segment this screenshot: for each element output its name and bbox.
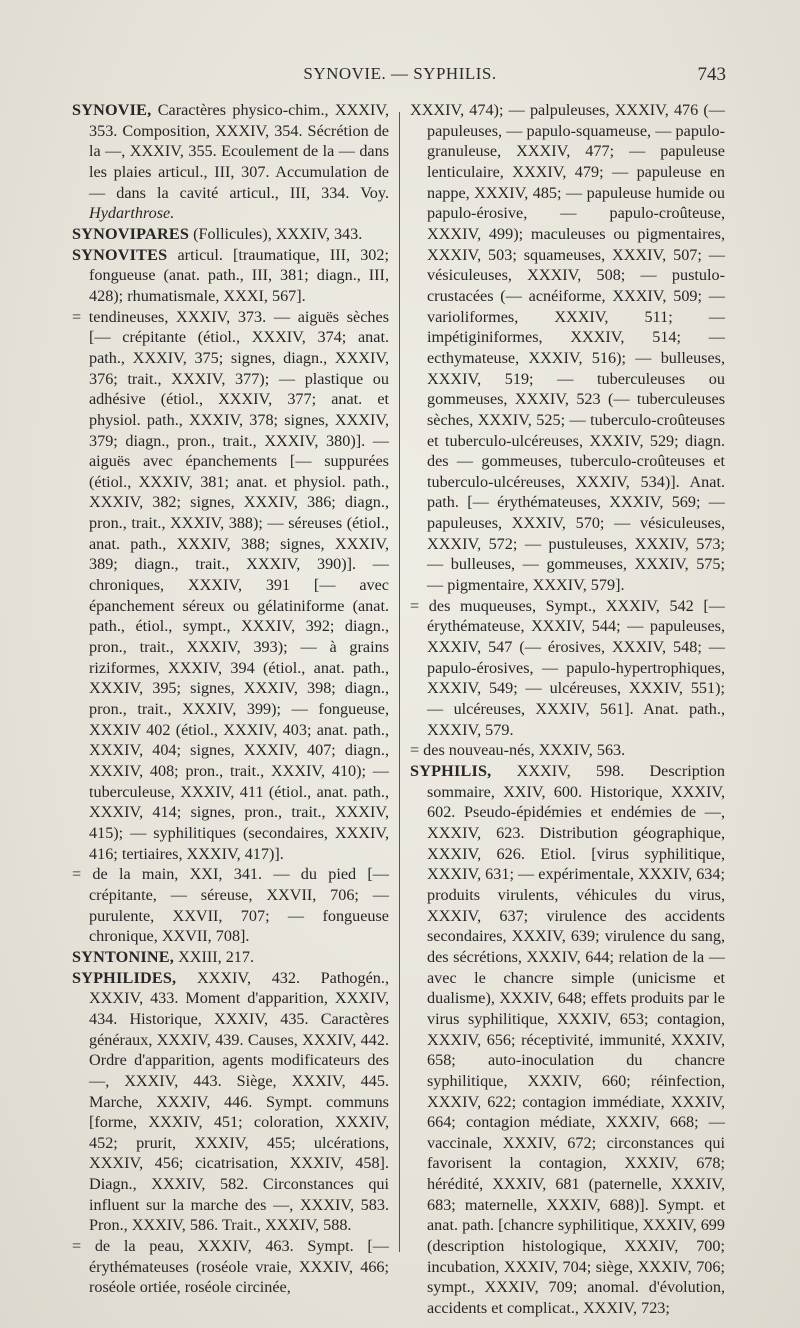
column-divider — [399, 112, 400, 1252]
entry-text: = tendineuses, XXXIV, 373. — aiguës sèches [— crépitante (étiol., XXXIV, 374; anat. path., XXXIV, 375; signes, diagn., XXXIV, 376; trait., XXXIV, 377); — plastique ou adhésive (étiol., XXXIV, 377; anat. et physiol. path., XXXIV, 378; signes, XXXIV, 379; diagn., pron., trait., XXXIV, 380)]. — aiguës avec épanchements [— suppurées (étiol., XXXIV, 381; anat. et physiol. path., XXXIV, 382; signes, XXXIV, 386; diagn., pron., trait., XXXIV, 388); — séreuses (étiol., anat. path., XXXIV, 388; signes, XXXIV, 389; diagn., trait., XXXIV, 390)]. — chroniques, XXXIV, 391 [— avec épanchement séreux ou gélatiniforme (anat. path., étiol., sympt., XXXIV, 392; diagn., pron., trait., XXXIV, 393); — à grains riziformes, XXXIV, 394 (étiol., anat. path., XXXIV, 395; signes, XXXIV, 398; diagn., pron., trait., XXXIV, 399); — fongueuse, XXXIV 402 (étiol., XXXIV, 403; anat. path., XXXIV, 404; signes, XXXIV, 407; diagn., XXXIV, 408; pron., trait., XXXIV, 410); — tuberculeuse, XXXIV, 411 (étiol., anat. path., XXXIV, 414; signes, pron., trait., XXXIV, 415); — syphilitiques (secondaires, XXXIV, 416; tertiaires, XXXIV, 417)]. — [72, 307, 389, 863]
entry-text: XXXIV, 432. Pathogén., XXXIV, 433. Moment d'apparition, XXXIV, 434. Historique, XXXIV, 435. Caractères généraux, XXXIV, 439. Causes, XXXIV, 442. Ordre d'apparition, agents modificateurs des —, XXXIV, 443. Siège, XXXIV, 445. Marche, XXXIV, 446. Sympt. communs [forme, XXXIV, 451; coloration, XXXIV, 452; prurit, XXXIV, 455; ulcérations, XXXIV, 456; cicatrisation, XXXIV, 458]. Diagn., XXXIV, 582. Circonstances qui influent sur la marche des —, XXXIV, 583. Pron., XXXIV, 586. Trait., XXXIV, 588. — [89, 968, 389, 1235]
entry-text: = des muqueuses, Sympt., XXXIV, 542 [— érythémateuse, XXXIV, 544; — papuleuses, XXXIV, 547 (— érosives, XXXIV, 548; — papulo-érosives, — papulo-hypertrophiques, XXXIV, 549; — ulcéreuses, XXXIV, 551); — ulcéreuses, XXXIV, 561]. Anat. path., XXXIV, 579. — [410, 596, 725, 739]
running-head: SYNOVIE. — SYPHILIS. — [303, 64, 497, 83]
page-header — [60, 62, 740, 90]
right-column — [410, 100, 725, 1319]
entry-synovites-tendineuses — [72, 307, 389, 865]
entry-synovie — [72, 100, 389, 224]
entry-synovites-main — [72, 864, 389, 947]
page-number: 743 — [697, 64, 726, 85]
entry-text: Caractères physico-chim., XXXIV, 353. Composition, XXXIV, 354. Sécrétion de la —, XXXIV, 355. Ecoulement de la — dans les plaies articul., III, 307. Accumulation de — dans la cavité articul., III, 334. Voy. — [89, 101, 389, 202]
headword: SYNTONINE, — [72, 947, 175, 966]
headword: SYPHILIDES, — [72, 968, 177, 987]
entry-syphilides-muqueuses — [410, 596, 725, 741]
entry-syphilides-nouveau-nes — [410, 740, 725, 761]
entry-syphilis — [410, 761, 725, 1319]
entry-text: XXXIV, 474); — palpuleuses, XXXIV, 476 (— papuleuses, — papulo-squameuse, — papulo-granuleuse, XXXIV, 477; — papuleuse lenticulaire, XXXIV, 479; — papuleuse en nappe, XXXIV, 485; — papuleuse humide ou papulo-érosive, — papulo-croûteuse, XXXIV, 499); maculeuses ou pigmentaires, XXXIV, 503; squameuses, XXXIV, 507; — vésiculeuses, XXXIV, 508; — pustulo-crustacées (— acnéiforme, XXXIV, 509; — varioliformes, XXXIV, 511; — impétiginiformes, XXXIV, 514; — ecthymateuse, XXXIV, 516); — bulleuses, XXXIV, 519; — tuberculeuses ou gommeuses, XXXIV, 523 (— tuberculeuses sèches, XXXIV, 525; — tuberculo-croûteuses et tuberculo-ulcéreuses, XXXIV, 529; diagn. des — gommeuses, tuberculo-croûteuses et tuberculo-ulcéreuses, XXXIV, 534)]. Anat. path. [— érythémateuses, XXXIV, 569; — papuleuses, XXXIV, 570; — vésiculeuses, XXXIV, 572; — pustuleuses, XXXIV, 573; — bulleuses, — gommeuses, XXXIV, 575; — pigmentaire, XXXIV, 579]. — [410, 101, 725, 595]
entry-text: XXXIV, 598. Description sommaire, XXIV, 600. Historique, XXXIV, 602. Pseudo-épidémies et endémies de —, XXXIV, 623. Distribution géographique, XXXIV, 626. Etiol. [virus syphilitique, XXXIV, 631; — expérimentale, XXXIV, 634; produits virulents, véhicules du virus, XXXIV, 637; virulence des accidents secondaires, XXXIV, 639; virulence du sang, des sécrétions, XXXIV, 644; relation de la — avec le chancre simple (unicisme et dualisme), XXXIV, 648; effets produits par le virus syphilitique, XXXIV, 653; contagion, XXXIV, 656; réceptivité, immunité, XXXIV, 658; auto-inoculation du chancre syphilitique, XXXIV, 660; réinfection, XXXIV, 622; contagion immédiate, XXXIV, 664; contagion médiate, XXXIV, 668; — vaccinale, XXXIV, 672; circonstances qui favorisent la contagion, XXXIV, 678; hérédité, XXXIV, 681 (paternelle, XXXIV, 683; maternelle, XXXIV, 688)]. Sympt. et anat. path. [chancre syphilitique, XXXIV, 699 (description histologique, XXXIV, 700; incubation, XXXIV, 704; siège, XXXIV, 706; sympt., XXXIV, 709; anomal. d'évolution, accidents et complicat., XXXIV, 723; — [427, 762, 725, 1318]
headword: SYNOVIE, — [72, 101, 152, 119]
entry-syphilides-peau-continued — [410, 100, 725, 596]
entry-crossref: Hydarthrose. — [89, 204, 175, 223]
entry-syntonine — [72, 947, 389, 968]
entry-text: XXIII, 217. — [174, 947, 255, 966]
headword: SYPHILIS, — [410, 762, 492, 780]
headword: SYNOVITES — [72, 245, 168, 264]
entry-syphilides — [72, 968, 389, 1237]
entry-synovites — [72, 245, 389, 307]
entry-synovipares — [72, 224, 389, 245]
entry-text: = de la main, XXI, 341. — du pied [— crépitante, — séreuse, XXVII, 706; — purulente, XXVII, 707; — fongueuse chronique, XXVII, 708]. — [72, 865, 389, 946]
left-column — [72, 100, 389, 1298]
headword: SYNOVIPARES — [72, 224, 190, 243]
entry-text: = de la peau, XXXIV, 463. Sympt. [— érythémateuses (roséole vraie, XXXIV, 466; roséole ortiée, roséole circinée, — [72, 1237, 389, 1297]
entry-syphilides-peau — [72, 1236, 389, 1298]
entry-text: articul. [traumatique, III, 302; fongueuse (anat. path., III, 381; diagn., III, 428); rhumatismale, XXXI, 567]. — [89, 245, 389, 305]
entry-text: = des nouveau-nés, XXXIV, 563. — [410, 741, 626, 760]
entry-text: (Follicules), XXXIV, 343. — [189, 224, 363, 243]
